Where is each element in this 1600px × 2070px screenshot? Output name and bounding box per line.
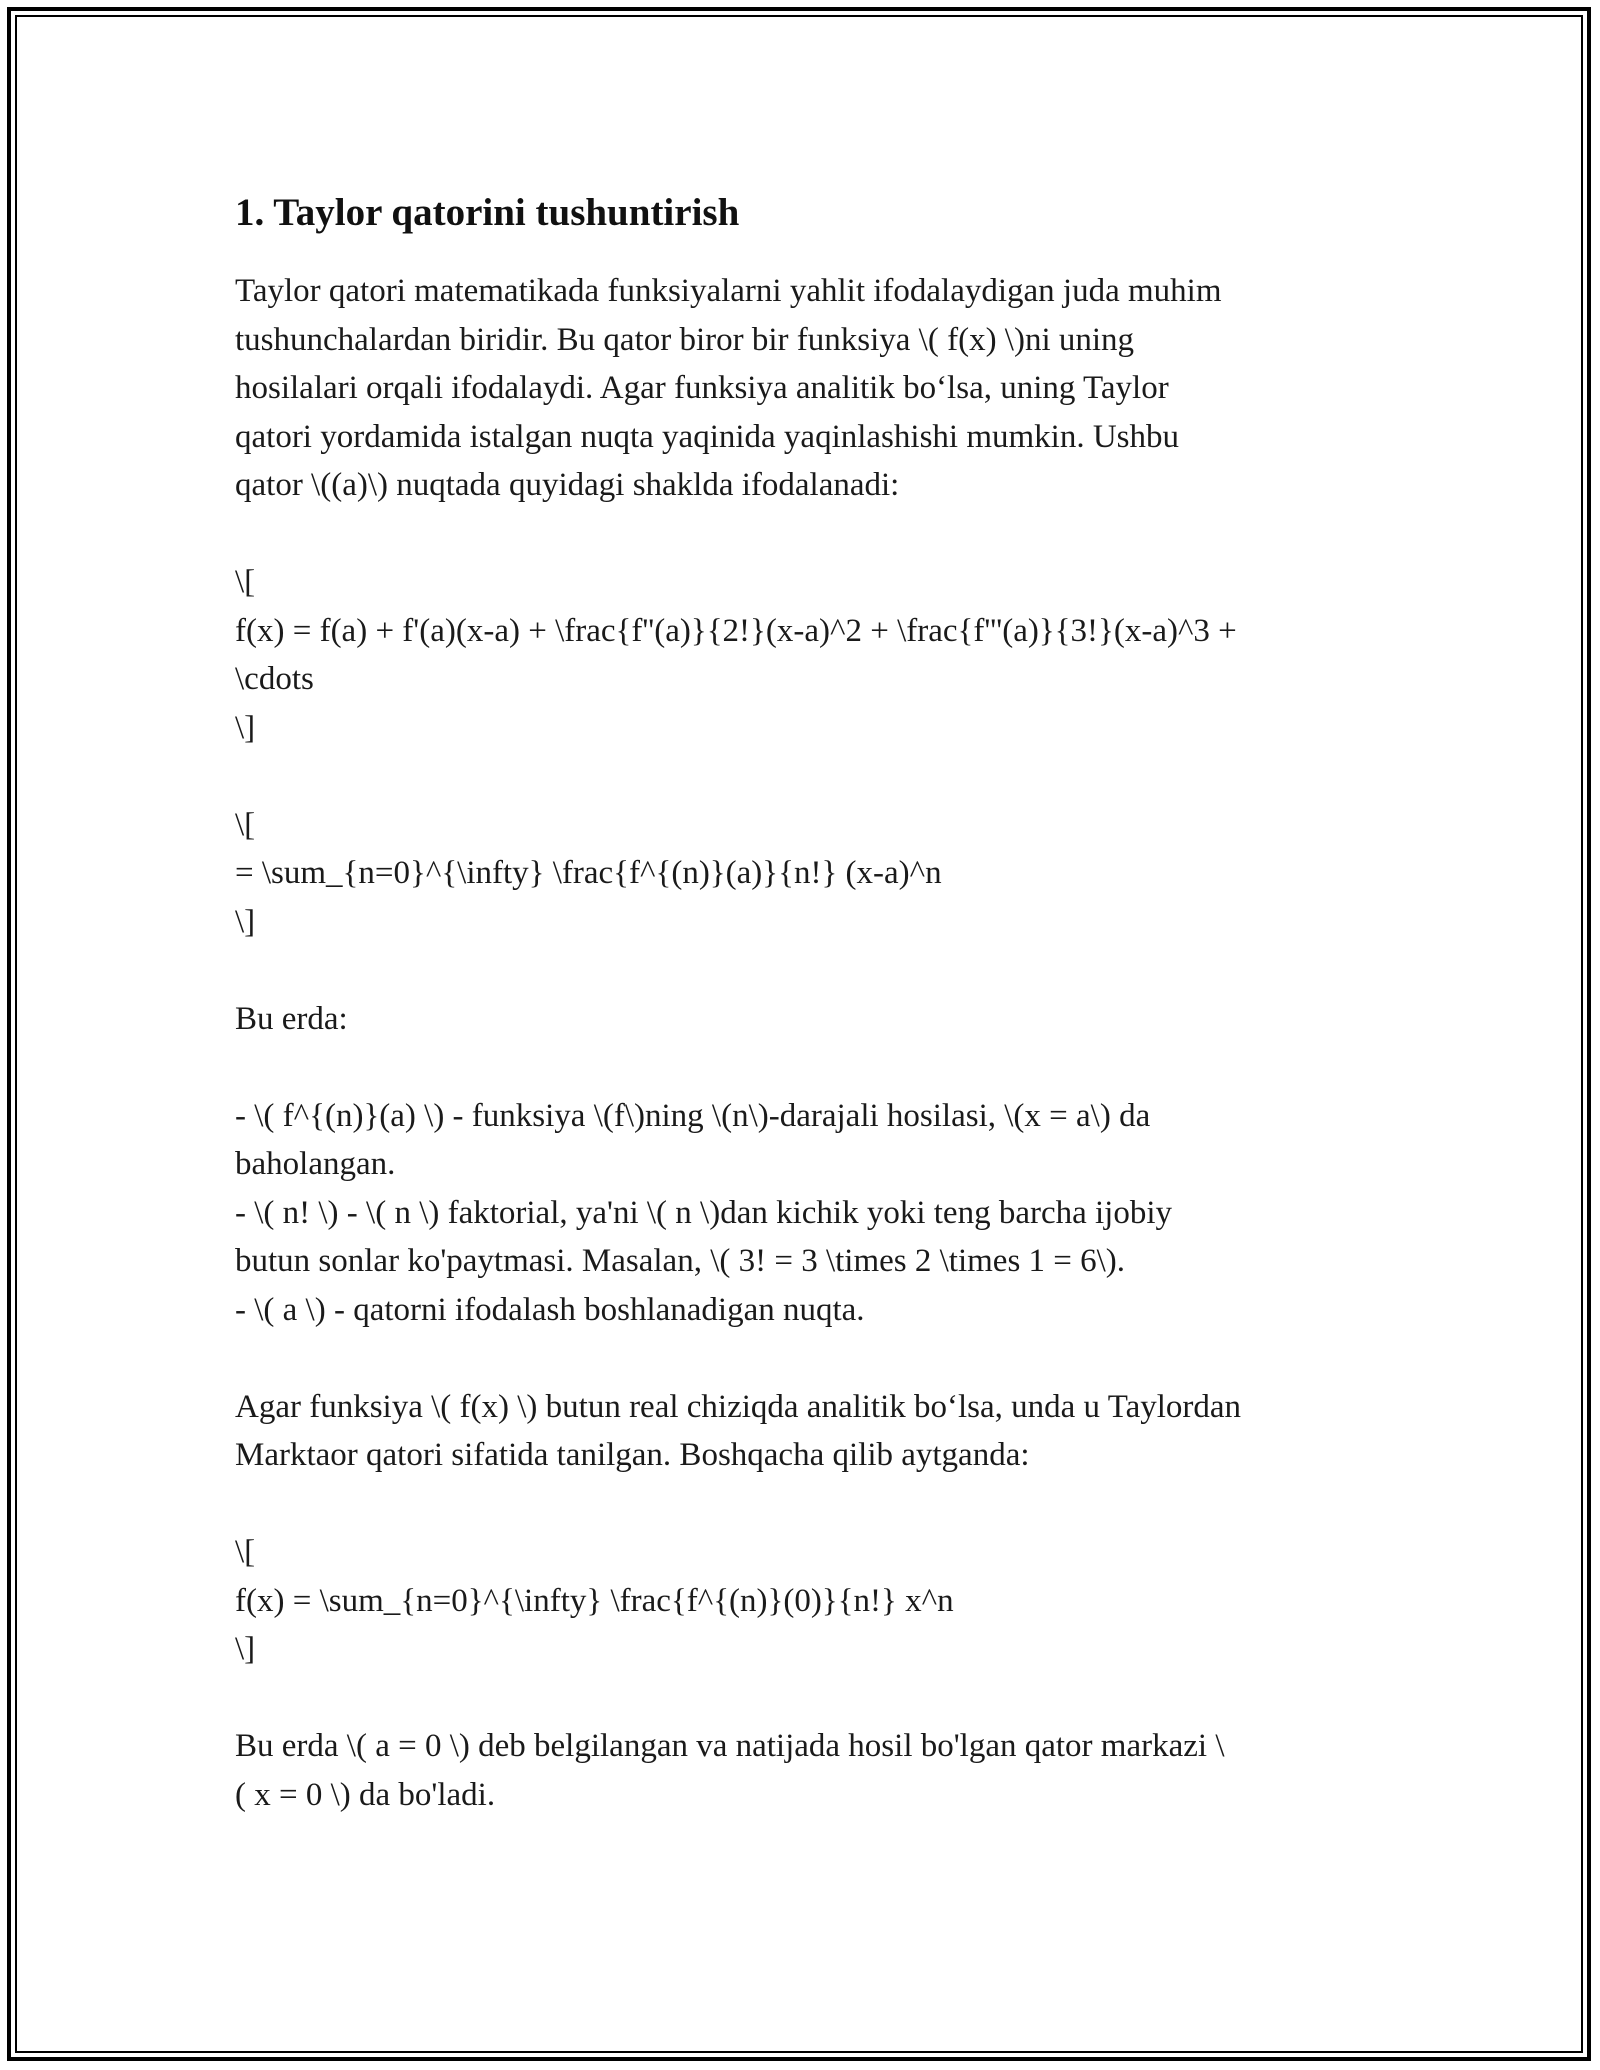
section-text: Taylor qatori matematikada funksiyalarni yahlit ifodalaydigan juda muhim tushunchalardan biridir. Bu qator biror bir funksiya \( f(x) \)ni uning hosilalari orqali ifodalaydi. Agar funksiya analitik bo‘lsa, uning Taylor qatori yordamida istalgan nuqta yaqinida yaqinlashishi mumkin. Ushbu qator \((a)\) nuqtada quyidagi shaklda ifodalanadi: \[ f(x) = f(a) + f'(a)(x-a) + \frac{f''(a)}{2!}(x-a)^2 + \frac{f'''(a)}{3!}(x-a)^3 + \cdots \] \[ = \sum_{n=0}^{\infty} \frac{f^{(n)}(a)}{n!} (x-a)^n \] Bu erda: - \( f^{(n)}(a) \) - funksiya \(f\)ning \(n\)-darajali hosilasi, \(x = a\) da baholangan. - \( n! \) - \( n \) faktorial, ya'ni \( n \)dan kichik yoki teng barcha ijobiy butun sonlar ko'paytmasi. Masalan, \( 3! = 3 \times 2 \times 1 = 6\). - \( a \) - qatorni ifodalash boshlanadigan nuqta. Agar funksiya \( f(x) \) butun real chiziqda analitik bo‘lsa, unda u Taylordan Marktaor qatori sifatida tanilgan. Boshqacha qilib aytganda: \[ f(x) = \sum_{n=0}^{\infty} \frac{f^{(n)}(0)}{n!} x^n \] Bu erda \( a = 0 \) deb belgilangan va natijada hosil bo'lgan qator markazi \ ( x = 0 \) da bo'ladi. <box>235 273 1242 1813</box>
document-body <box>235 185 1365 1819</box>
section-heading: 1. Taylor qatorini tushuntirish <box>235 191 740 234</box>
